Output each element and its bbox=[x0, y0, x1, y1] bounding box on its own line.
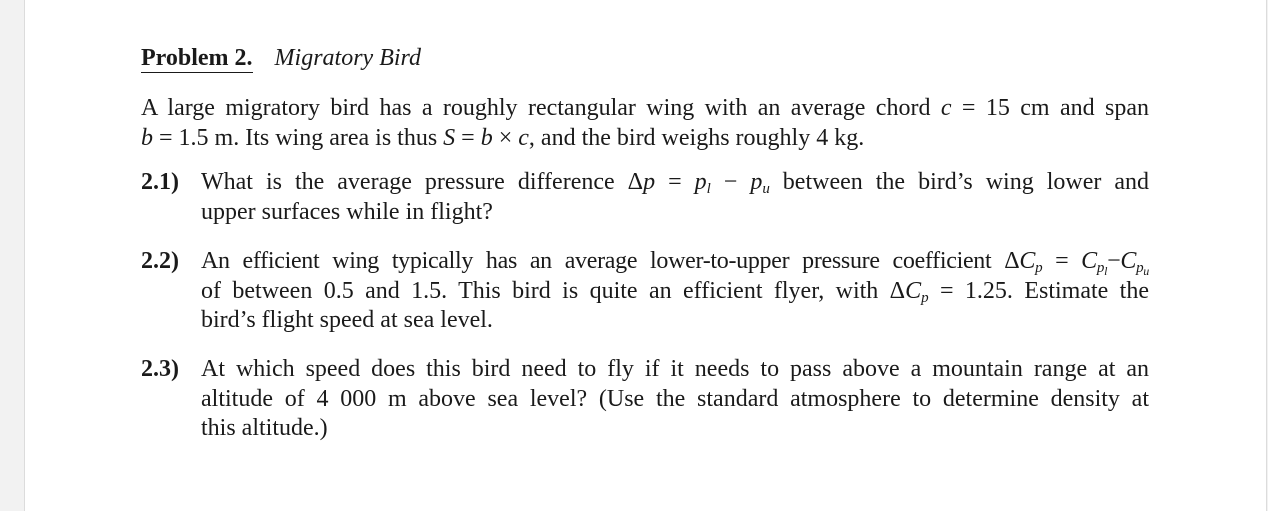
page-left-edge bbox=[24, 0, 25, 511]
question-label: 2.1) bbox=[141, 169, 179, 195]
intro-line-1: A large migratory bird has a roughly rectangular wing with an average chord c = 15 cm and span bbox=[141, 95, 1150, 121]
problem-number: Problem 2. bbox=[141, 45, 253, 71]
question-2-2 bbox=[141, 247, 1149, 336]
question-2-3 bbox=[141, 355, 1149, 444]
question-label: 2.3) bbox=[141, 356, 179, 382]
question-body: What is the average pressure difference $\Delta p = p_l - p_u$ between the bird’s wing lower and upper surfaces while in flight? bbox=[201, 169, 1150, 225]
problem-heading bbox=[141, 42, 421, 74]
question-label: 2.2) bbox=[141, 248, 179, 274]
page-right-edge bbox=[1266, 0, 1267, 511]
question-body: At which speed does this bird need to fly if it needs to pass above a mountain range at an altitude of 4 000 m above sea level? (Use the standard atmosphere to determine density at this altitude.) bbox=[201, 356, 1149, 441]
question-body: An efficient wing typically has an average lower-to-upper pressure coefficient $\Delta C_p = C_{p_l}-C_{p_u}$ of between 0.5 and 1.5. This bird is quite an efficient flyer, with $\Delta C_p = 1.25$. Estimate the bird’s flight speed at sea level. bbox=[201, 248, 1149, 333]
problem-intro bbox=[141, 94, 1149, 153]
intro-line-2: b = 1.5 m. Its wing area is thus S = b × c, and the bird weighs roughly 4 kg. bbox=[141, 124, 865, 151]
question-2-1 bbox=[141, 168, 1149, 227]
problem-title: Migratory Bird bbox=[274, 45, 421, 71]
